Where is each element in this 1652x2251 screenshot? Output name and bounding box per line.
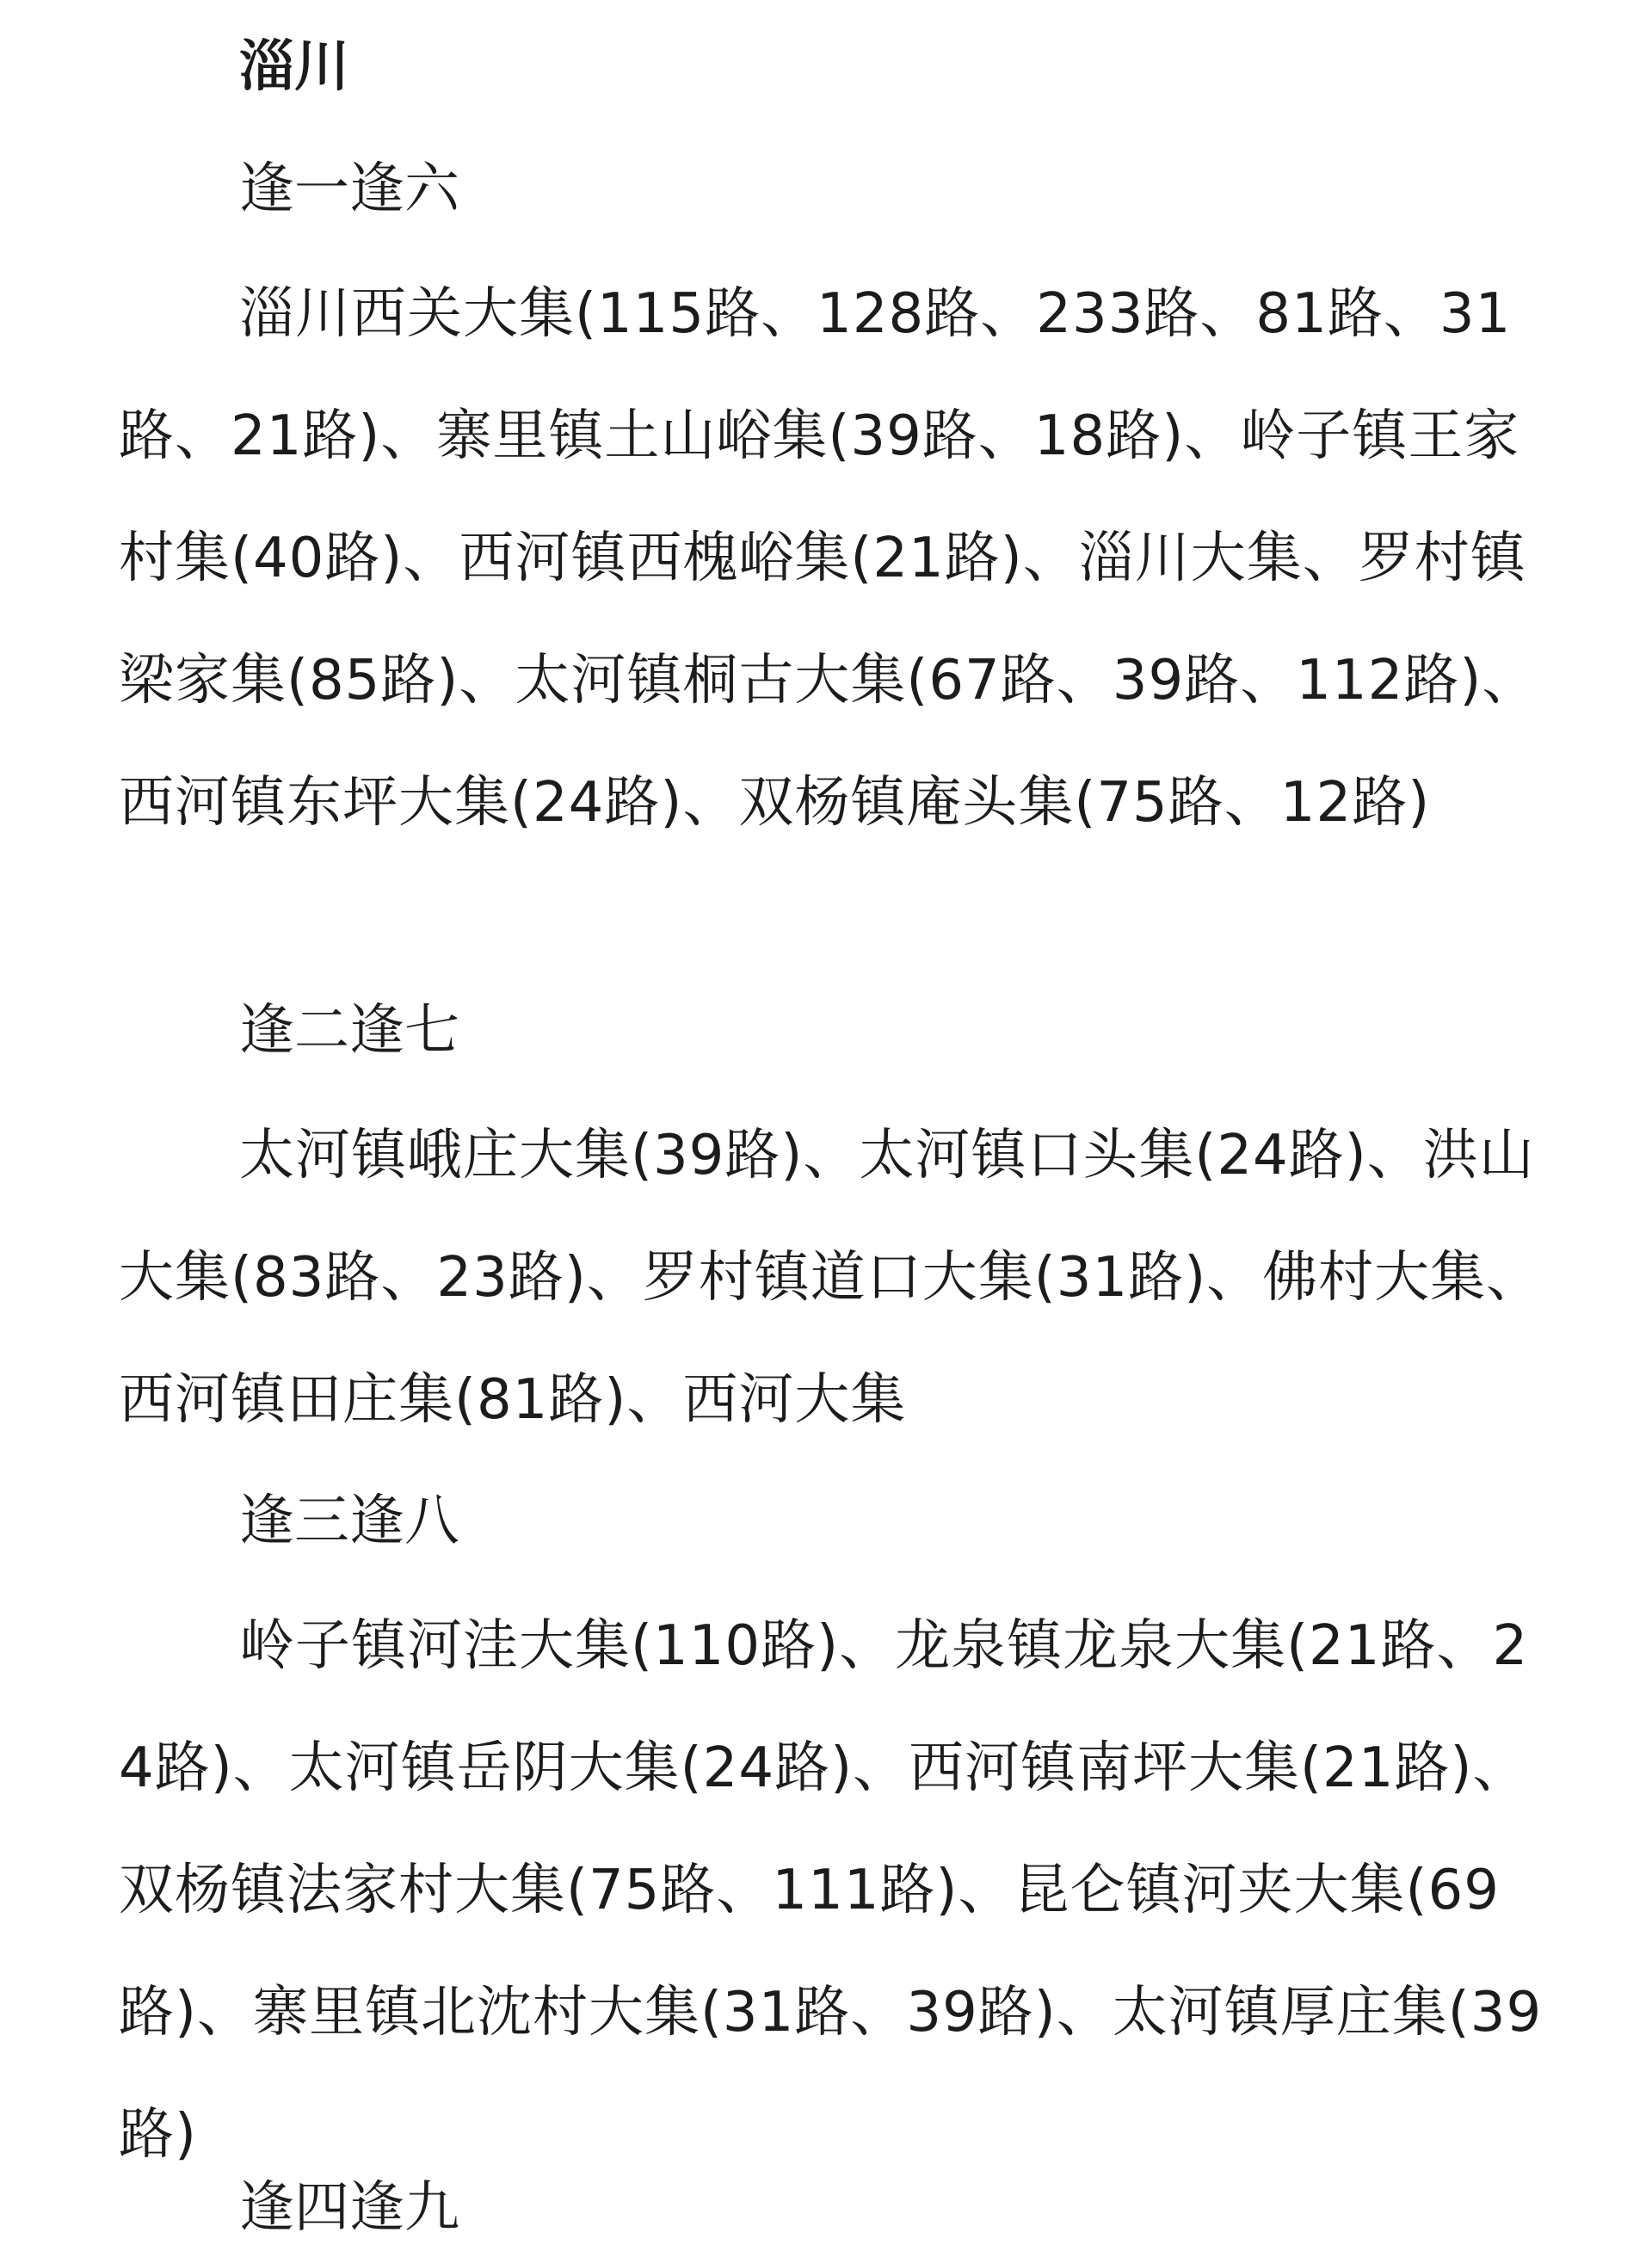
section-heading-2-7: 逢二逢七 [239,999,459,1063]
section-text-1-6: 淄川西关大集(115路、128路、233路、81路、31路、21路)、寨里镇土山峪集(39路、18路)、岭子镇王家村集(40路)、西河镇西槐峪集(21路)、淄川大集、罗村镇梁家集(85路)、太河镇桐古大集(67路、39路、112路)、西河镇东坪大集(24路)、双杨镇庵头集(75路、12路) [119,282,1538,835]
section-heading-4-9-partial: 逢四逢九 [239,2176,459,2240]
section-heading-3-8: 逢三逢八 [239,1489,459,1553]
section-heading-1-6: 逢一逢六 [239,157,459,221]
section-text-2-7: 太河镇峨庄大集(39路)、太河镇口头集(24路)、洪山大集(83路、23路)、罗村镇道口大集(31路)、佛村大集、西河镇田庄集(81路)、西河大集 [119,1124,1543,1432]
document-title: 淄川 [239,35,349,99]
section-text-3-8: 岭子镇河洼大集(110路)、龙泉镇龙泉大集(21路、24路)、太河镇岳阴大集(24路)、西河镇南坪大集(21路)、双杨镇法家村大集(75路、111路)、昆仑镇河夹大集(69路)、寨里镇北沈村大集(31路、39路)、太河镇厚庄集(39路) [119,1614,1543,2167]
